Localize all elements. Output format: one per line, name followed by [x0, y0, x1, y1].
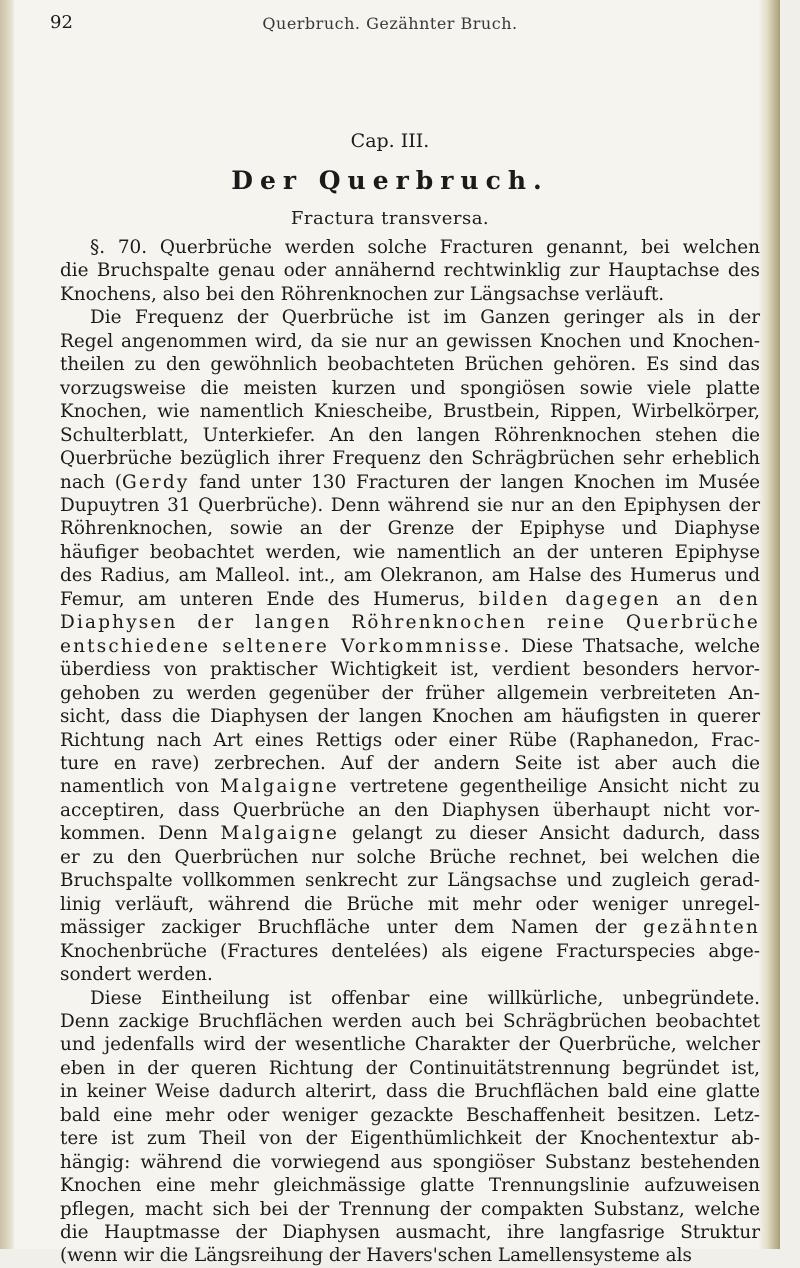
- text-line: Bruchspalte vollkommen senkrecht zur Längsachse und zugleich gerad-: [60, 870, 760, 892]
- text-line: (wenn wir die Längsreihung der Havers'schen Lamellensysteme als: [60, 1245, 692, 1267]
- text-line: acceptiren, dass Querbrüche an den Diaphysen überhaupt nicht vor-: [60, 799, 760, 821]
- text-line: theilen zu den gewöhnlich beobachteten Brüchen gehören. Es sind das: [60, 354, 760, 376]
- text-line: hängig: während die vorwiegend aus spongiöser Substanz bestehenden: [60, 1151, 760, 1173]
- text-line: ture en rave) zerbrechen. Auf der andern Seite ist aber auch die: [60, 752, 760, 774]
- text-line: tere ist zum Theil von der Eigenthümlichkeit der Knochentextur ab-: [60, 1128, 760, 1150]
- text-line: Knochen eine mehr gleichmässige glatte Trennungslinie aufzuweisen: [60, 1175, 760, 1197]
- body-text: [60, 236, 760, 1268]
- text-line: Die Frequenz der Querbrüche ist im Ganzen geringer als in der: [90, 307, 760, 329]
- text-line: entschiedene seltenere Vorkommnisse. Diese Thatsache, welche: [60, 635, 760, 657]
- text-line: Knochenbrüche (Fractures dentelées) als eigene Fracturspecies abge-: [60, 940, 760, 962]
- text-line: häufiger beobachtet werden, wie namentlich an der unteren Epiphyse: [60, 541, 760, 563]
- text-line: Dupuytren 31 Querbrüche). Denn während sie nur an den Epiphysen der: [60, 494, 760, 516]
- text-line: Diese Eintheilung ist offenbar eine willkürliche, unbegründete.: [90, 987, 760, 1009]
- text-line: pflegen, macht sich bei der Trennung der compakten Substanz, welche: [60, 1198, 760, 1220]
- page-header: [0, 12, 780, 38]
- text-line: Femur, am unteren Ende des Humerus, bilden dagegen an den: [60, 588, 760, 610]
- chapter-title: Der Querbruch.: [231, 166, 549, 195]
- text-line: kommen. Denn Malgaigne gelangt zu dieser Ansicht dadurch, dass: [60, 823, 760, 845]
- chapter-subtitle: Fractura transversa.: [290, 208, 490, 229]
- text-line: die Bruchspalte genau oder annähernd rechtwinklig zur Hauptachse des: [60, 260, 760, 282]
- text-line: er zu den Querbrüchen nur solche Brüche rechnet, bei welchen die: [60, 846, 760, 868]
- text-line: linig verläuft, während die Brüche mit mehr oder weniger unregel-: [60, 893, 760, 915]
- text-line: gehoben zu werden gegenüber der früher allgemein verbreiteten An-: [60, 682, 760, 704]
- text-line: §. 70. Querbrüche werden solche Fracturen genannt, bei welchen: [90, 237, 760, 258]
- text-line: Knochens, also bei den Röhrenknochen zur Längsachse verläuft.: [60, 283, 665, 305]
- text-line: Querbrüche bezüglich ihrer Frequenz den Schrägbrüchen sehr erheblich: [60, 448, 760, 470]
- text-line: und jedenfalls wird der wesentliche Charakter der Querbrüche, welcher: [60, 1034, 760, 1056]
- running-head: Querbruch. Gezähnter Bruch.: [262, 14, 518, 33]
- text-line: Schulterblatt, Unterkiefer. An den langen Röhrenknochen stehen die: [60, 424, 760, 446]
- text-line: sondert werden.: [60, 964, 213, 986]
- text-line: eben in der queren Richtung der Continuitätstrennung begründet ist,: [60, 1057, 760, 1079]
- text-line: nach (Gerdy fand unter 130 Fracturen der langen Knochen im Musée: [60, 471, 760, 493]
- text-line: Regel angenommen wird, da sie nur an gewissen Knochen und Knochen-: [60, 330, 760, 352]
- text-line: die Hauptmasse der Diaphysen ausmacht, ihre langfasrige Struktur: [60, 1222, 760, 1244]
- text-line: sicht, dass die Diaphysen der langen Knochen am häufigsten in querer: [60, 706, 760, 728]
- text-line: Diaphysen der langen Röhrenknochen reine Querbrüche: [60, 612, 760, 634]
- text-line: namentlich von Malgaigne vertretene gegentheilige Ansicht nicht zu: [60, 776, 760, 798]
- text-line: Denn zackige Bruchflächen werden auch bei Schrägbrüchen beobachtet: [60, 1010, 760, 1032]
- text-line: vorzugsweise die meisten kurzen und spongiösen sowie viele platte: [60, 377, 760, 399]
- text-line: Röhrenknochen, sowie an der Grenze der Epiphyse und Diaphyse: [60, 518, 760, 540]
- text-line: Richtung nach Art eines Rettigs oder einer Rübe (Raphanedon, Frac-: [60, 729, 760, 751]
- text-line: in keiner Weise dadurch alterirt, dass die Bruchflächen bald eine glatte: [60, 1081, 760, 1103]
- text-line: des Radius, am Malleol. int., am Olekranon, am Halse des Humerus und: [60, 565, 760, 587]
- text-line: überdiess von praktischer Wichtigkeit ist, verdient besonders hervor-: [60, 659, 760, 681]
- text-line: mässiger zackiger Bruchfläche unter dem Namen der gezähnten: [60, 917, 760, 939]
- text-line: Knochen, wie namentlich Kniescheibe, Brustbein, Rippen, Wirbelkörper,: [60, 401, 760, 423]
- text-line: bald eine mehr oder weniger gezackte Beschaffenheit besitzen. Letz-: [60, 1104, 760, 1126]
- chapter-label: Cap. III.: [350, 130, 430, 152]
- page-number: 92: [50, 12, 73, 33]
